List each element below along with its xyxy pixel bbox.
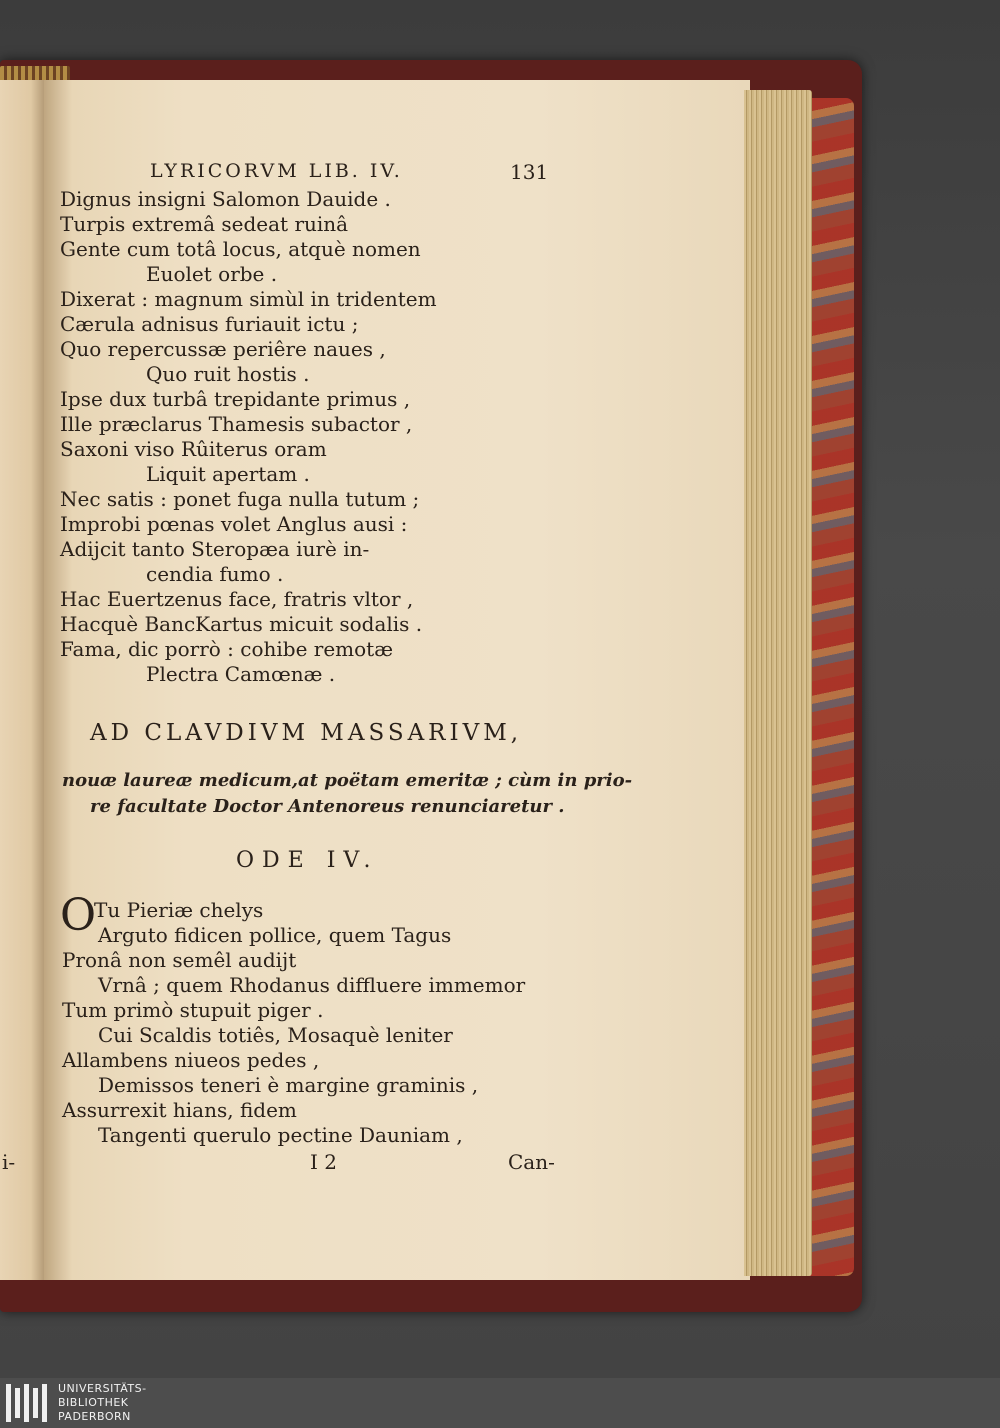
ode-title: ODE IV. [236, 848, 379, 873]
library-logo-text [58, 1382, 147, 1424]
poem-line: cendia fumo . [146, 562, 284, 586]
poem-line: Adijcit tanto Steropæa iurè in- [60, 537, 370, 561]
subtitle-line: nouæ laureæ medicum,at poëtam emeritæ ; cùm in prio- [62, 770, 633, 791]
ode-line: Pronâ non semêl audijt [62, 948, 297, 972]
logo-line: BIBLIOTHEK [58, 1396, 129, 1409]
poem-line: Gente cum totâ locus, atquè nomen [60, 237, 421, 261]
ode-line: Demissos teneri è margine graminis , [98, 1073, 479, 1097]
poem-line: Dignus insigni Salomon Dauide . [60, 187, 391, 211]
poem-line: Plectra Camœnæ . [146, 662, 336, 686]
drop-cap: O [60, 890, 97, 941]
poem-line: Saxoni viso Rûiterus oram [60, 437, 327, 461]
ode-line: Tum primò stupuit piger . [62, 998, 324, 1022]
poem-heading: AD CLAVDIVM MASSARIVM, [90, 720, 523, 746]
ode-line: Arguto fidicen pollice, quem Tagus [98, 923, 452, 947]
catchword: Can- [508, 1150, 555, 1174]
subtitle-line: re facultate Doctor Antenoreus renunciaretur . [90, 796, 565, 817]
left-page [0, 80, 44, 1280]
ode-line: Tu Pieriæ chelys [94, 898, 264, 922]
ode-line: Tangenti querulo pectine Dauniam , [98, 1123, 463, 1147]
ode-line: Allambens niueos pedes , [62, 1048, 320, 1072]
poem-line: Liquit apertam . [146, 462, 310, 486]
page-edges [744, 90, 812, 1276]
page-number: 131 [510, 160, 549, 184]
logo-line: PADERBORN [58, 1410, 131, 1423]
footer-bar [0, 1378, 1000, 1428]
poem-line: Quo ruit hostis . [146, 362, 310, 386]
poem-line: Ipse dux turbâ trepidante primus , [60, 387, 411, 411]
poem-line: Euolet orbe . [146, 262, 278, 286]
poem-line: Dixerat : magnum simùl in tridentem [60, 287, 437, 311]
ode-line: Cui Scaldis totiês, Mosaquè leniter [98, 1023, 453, 1047]
ode-line: Assurrexit hians, fidem [62, 1098, 297, 1122]
poem-line: Turpis extremâ sedeat ruinâ [60, 212, 349, 236]
ode-line: Vrnâ ; quem Rhodanus diffluere immemor [98, 973, 526, 997]
left-page-fragment: i- [2, 1150, 16, 1174]
poem-line: Cærula adnisus furiauit ictu ; [60, 312, 359, 336]
poem-line: Quo repercussæ periêre naues , [60, 337, 386, 361]
poem-line: Nec satis : ponet fuga nulla tutum ; [60, 487, 420, 511]
poem-line: Hac Euertzenus face, fratris vltor , [60, 587, 414, 611]
signature-mark: I 2 [310, 1150, 337, 1174]
poem-line: Hacquè BancKartus micuit sodalis . [60, 612, 423, 636]
poem-line: Fama, dic porrò : cohibe remotæ [60, 637, 394, 661]
marbled-edge [806, 98, 854, 1276]
logo-line: UNIVERSITÄTS- [58, 1382, 147, 1395]
running-head: LYRICORVM LIB. IV. [150, 160, 403, 182]
poem-line: Improbi pœnas volet Anglus ausi : [60, 512, 408, 536]
library-logo-icon [6, 1384, 50, 1424]
poem-line: Ille præclarus Thamesis subactor , [60, 412, 413, 436]
